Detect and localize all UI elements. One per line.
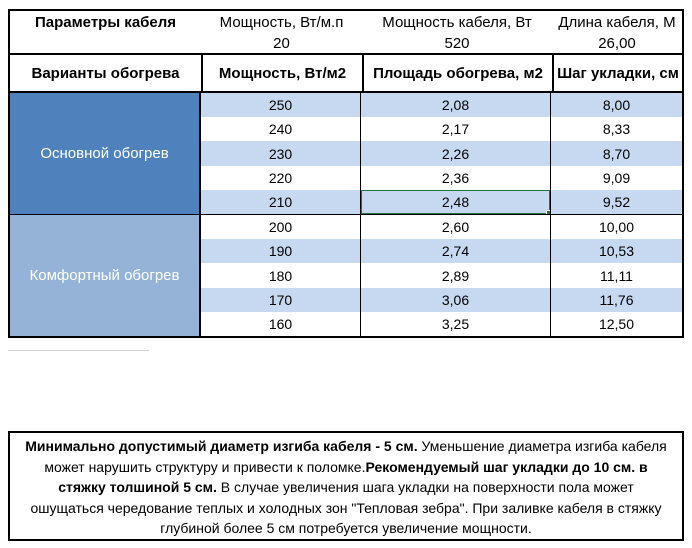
- cell-cable-power-value[interactable]: 520: [444, 34, 470, 52]
- cell-power[interactable]: 220: [268, 169, 293, 186]
- cell-step[interactable]: 9,09: [550, 166, 682, 190]
- cell-step[interactable]: 10,53: [550, 239, 682, 263]
- cell-power[interactable]: 170: [201, 288, 360, 312]
- cell-step[interactable]: 10,00: [550, 215, 682, 239]
- cell-step[interactable]: 11,76: [550, 288, 682, 312]
- section-comfort-rows: [201, 215, 682, 336]
- cell-power[interactable]: 230: [201, 141, 360, 165]
- cell-power[interactable]: 180: [268, 267, 293, 284]
- cell-empty[interactable]: [10, 33, 201, 53]
- cell-power-per-m-label[interactable]: Мощность, Вт/м.п: [219, 13, 344, 31]
- cell-step[interactable]: 8,33: [550, 117, 682, 141]
- cell-area[interactable]: 2,08: [360, 93, 550, 117]
- cell-parameters-title[interactable]: Параметры кабеля: [34, 13, 177, 31]
- cell-area[interactable]: 2,26: [360, 141, 550, 165]
- cell-power-per-m-value[interactable]: 20: [273, 34, 290, 52]
- section-main-heating: [10, 93, 682, 214]
- note-segment-regular-damage: Уменьшение диаметра изгиба кабеля может нарушить структуру и привести к поломке.: [44, 438, 667, 475]
- cell-area[interactable]: 2,17: [360, 117, 550, 141]
- cell-cable-power-label[interactable]: Мощность кабеля, Вт: [382, 13, 532, 31]
- table-row: [201, 166, 682, 190]
- cell-power[interactable]: 240: [268, 121, 293, 138]
- cell-area[interactable]: 2,36: [360, 166, 550, 190]
- cell-area[interactable]: 3,06: [360, 288, 550, 312]
- parameter-names-row: [10, 11, 682, 33]
- table-row: [201, 190, 682, 214]
- cell-area[interactable]: 2,60: [360, 215, 550, 239]
- section-label-comfort-heating[interactable]: Комфортный обогрев: [10, 215, 201, 336]
- header-heating-area[interactable]: Площадь обогрева, м2: [362, 55, 552, 91]
- selection-fill-handle[interactable]: [546, 210, 550, 214]
- cell-step[interactable]: 12,50: [550, 312, 682, 336]
- section-main-rows: [201, 93, 682, 214]
- cell-step[interactable]: 8,00: [550, 93, 682, 117]
- section-comfort-heating: [10, 215, 682, 336]
- cell-power[interactable]: 210: [201, 190, 360, 214]
- table-row: [201, 117, 682, 141]
- table-row: [201, 141, 682, 165]
- header-heating-variants[interactable]: Варианты обогрева: [31, 64, 180, 82]
- cell-power[interactable]: 160: [268, 315, 293, 332]
- worksheet-gridline-remnant: [8, 350, 149, 351]
- cell-power[interactable]: 190: [201, 239, 360, 263]
- section-label-main-heating[interactable]: Основной обогрев: [10, 93, 201, 214]
- cell-power[interactable]: 200: [268, 219, 293, 236]
- parameter-values-row: [10, 33, 682, 55]
- cell-step[interactable]: 8,70: [550, 141, 682, 165]
- cell-step[interactable]: 11,11: [550, 263, 682, 287]
- cell-area[interactable]: 2,74: [360, 239, 550, 263]
- selected-cell-area[interactable]: 2,48: [360, 190, 550, 214]
- installation-note-box: [8, 431, 684, 541]
- note-segment-bold-recommended-step: Рекомендуемый шаг укладки до 10 см. в стяжку толшиной 5 см.: [58, 458, 648, 495]
- column-headers-row: [10, 55, 682, 93]
- table-row: [201, 288, 682, 312]
- cell-area[interactable]: 3,25: [360, 312, 550, 336]
- cell-step[interactable]: 9,52: [550, 190, 682, 214]
- table-data-area: [10, 93, 682, 336]
- cell-cable-length-value[interactable]: 26,00: [598, 34, 636, 52]
- table-row: [201, 239, 682, 263]
- note-segment-bold-min-diameter: Минимально допустимый диаметр изгиба кабеля - 5 см.: [25, 438, 418, 454]
- note-segment-regular-zebra: В случае увеличения шага укладки на поверхности пола может ошущаться чередование теплых и холодных зон "Тепловая зебра". При заливке кабеля в стяжку глубиной более 5 см потребуется увеличение мощности.: [30, 479, 662, 536]
- cable-parameters-table: [8, 9, 684, 338]
- table-row: [201, 93, 682, 117]
- table-row: [201, 215, 682, 239]
- cell-cable-length-label[interactable]: Длина кабеля, М: [558, 13, 676, 31]
- header-laying-step[interactable]: Шаг укладки, см: [552, 55, 682, 91]
- header-power-w-m2[interactable]: Мощность, Вт/м2: [201, 55, 362, 91]
- cell-power[interactable]: 250: [201, 93, 360, 117]
- table-row: [201, 312, 682, 336]
- table-row: [201, 263, 682, 287]
- cell-area[interactable]: 2,89: [360, 263, 550, 287]
